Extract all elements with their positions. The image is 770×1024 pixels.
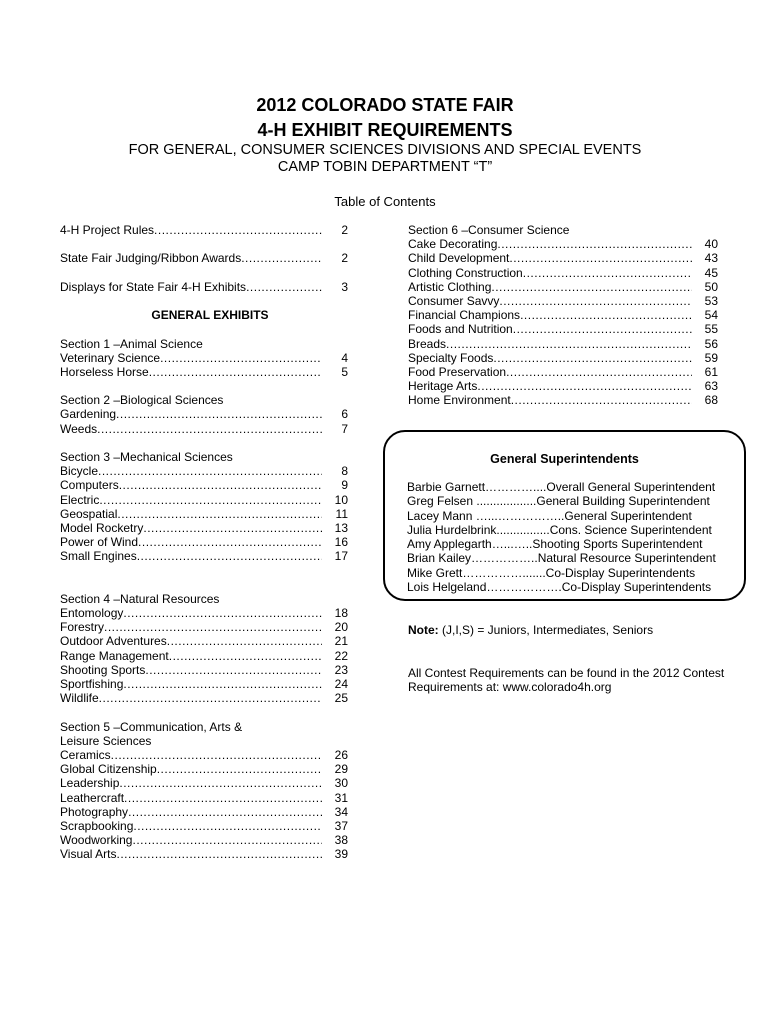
leader-dots <box>123 606 322 620</box>
superintendent-line: Lois Helgeland……………….Co-Display Superintendents <box>407 580 712 595</box>
note-text: (J,I,S) = Juniors, Intermediates, Seniors <box>438 623 654 637</box>
leader-dots <box>116 847 322 861</box>
toc-entry <box>408 308 718 322</box>
toc-entry <box>408 393 718 407</box>
toc-entry-label: Leathercraft <box>60 790 125 805</box>
superintendents-box <box>383 430 746 601</box>
toc-entry-page: 16 <box>334 535 348 550</box>
toc-right-column <box>408 223 718 407</box>
toc-entry <box>408 337 718 351</box>
toc-entry-label: Photography <box>60 804 129 819</box>
toc-entry <box>60 251 348 265</box>
leader-dots <box>491 280 692 294</box>
toc-entry-page: 25 <box>334 691 348 706</box>
toc-entry-page: 54 <box>704 308 718 323</box>
toc-entry-page: 26 <box>334 747 348 762</box>
leader-dots <box>169 649 322 663</box>
toc-entry-page: 31 <box>334 790 348 805</box>
toc-entry <box>408 266 718 280</box>
leader-dots <box>99 691 322 705</box>
toc-entry <box>60 280 348 294</box>
section-title: Section 4 –Natural Resources <box>60 591 220 606</box>
toc-entry <box>60 791 348 805</box>
toc-entry-page: 50 <box>704 279 718 294</box>
toc-entry-label: Specialty Foods <box>408 350 494 365</box>
toc-entry-page: 24 <box>334 677 348 691</box>
toc-entry-label: Food Preservation <box>408 364 507 379</box>
leader-dots <box>520 308 692 322</box>
toc-entry-page: 10 <box>334 492 348 507</box>
leader-dots <box>137 549 322 563</box>
contest-line: Requirements at: www.colorado4h.org <box>408 680 612 695</box>
toc-entry-page: 11 <box>335 506 348 521</box>
toc-entry <box>408 237 718 251</box>
toc-entry <box>60 478 348 492</box>
toc-entry-page: 20 <box>334 620 348 635</box>
toc-entry-label: Global Citizenship <box>60 762 157 777</box>
superintendent-line: Greg Felsen ..................General Building Superintendent <box>407 494 710 509</box>
toc-entry-label: 4-H Project Rules <box>60 223 155 237</box>
leader-dots <box>123 677 322 691</box>
toc-entry-page: 29 <box>334 762 348 777</box>
toc-entry-page: 38 <box>334 833 348 848</box>
toc-entry-label: Cake Decorating <box>408 237 498 252</box>
toc-entry-page: 2 <box>341 223 348 237</box>
toc-entry-page: 40 <box>704 237 718 252</box>
toc-entry-page: 34 <box>334 804 348 819</box>
toc-entry-page: 30 <box>334 776 348 791</box>
toc-entry-label: Power of Wind <box>60 535 139 550</box>
doc-title-line1: 2012 COLORADO STATE FAIR <box>256 95 514 115</box>
toc-title: Table of Contents <box>334 194 436 209</box>
leader-dots <box>116 407 322 421</box>
toc-entry-label: State Fair Judging/Ribbon Awards <box>60 251 242 266</box>
leader-dots <box>128 805 322 819</box>
toc-entry-label: Foods and Nutrition <box>408 322 513 337</box>
toc-entry <box>408 351 718 365</box>
toc-entry <box>60 606 348 620</box>
toc-entry <box>60 351 348 365</box>
toc-entry-page: 8 <box>341 464 348 479</box>
toc-entry-label: Wildlife <box>60 691 99 706</box>
toc-entry <box>60 833 348 847</box>
toc-entry-label: Displays for State Fair 4-H Exhibits <box>60 279 247 294</box>
toc-entry-label: Small Engines <box>60 549 137 564</box>
toc-entry-page: 3 <box>341 279 348 294</box>
superintendent-line: Lacey Mann …...……………..General Superintendent <box>407 508 692 523</box>
toc-entry-page: 7 <box>341 421 348 436</box>
toc-entry <box>408 294 718 308</box>
leader-dots <box>497 237 692 251</box>
leader-dots <box>104 620 322 634</box>
toc-entry-page: 59 <box>704 350 718 365</box>
toc-entry <box>60 805 348 819</box>
leader-dots <box>149 365 322 379</box>
section-title: Section 3 –Mechanical Sciences <box>60 450 233 464</box>
leader-dots <box>477 379 692 393</box>
toc-entry <box>60 223 348 237</box>
leader-dots <box>111 748 322 762</box>
toc-entry <box>60 819 348 833</box>
age-note <box>408 623 653 637</box>
toc-entry-label: Model Rocketry <box>60 520 144 535</box>
toc-entry-page: 37 <box>334 818 348 833</box>
leader-dots <box>167 634 322 648</box>
toc-entry-label: Outdoor Adventures <box>60 634 167 649</box>
toc-entry <box>60 691 348 705</box>
leader-dots <box>446 337 692 351</box>
toc-entry <box>60 776 348 790</box>
superintendent-line: Julia Hurdelbrink................Cons. Science Superintendent <box>407 522 712 537</box>
toc-entry <box>60 422 348 436</box>
leader-dots <box>99 493 322 507</box>
toc-entry-label: Shooting Sports <box>60 662 146 677</box>
toc-entry-label: Bicycle <box>60 464 99 479</box>
toc-entry-label: Sportfishing <box>60 677 124 691</box>
leader-dots <box>143 521 322 535</box>
leader-dots <box>98 464 322 478</box>
toc-entry-page: 39 <box>334 847 348 862</box>
toc-entry <box>60 507 348 521</box>
toc-entry-label: Geospatial <box>60 506 118 521</box>
toc-entry <box>60 464 348 478</box>
toc-entry-page: 13 <box>334 520 348 535</box>
leader-dots <box>157 762 322 776</box>
section-title: Section 5 –Communication, Arts & <box>60 719 243 734</box>
toc-entry-label: Scrapbooking <box>60 818 134 833</box>
superintendent-line: Barbie Garnett…………....Overall General Superintendent <box>407 480 716 494</box>
leader-dots <box>132 833 322 847</box>
toc-entry-label: Ceramics <box>60 747 111 762</box>
leader-dots <box>160 351 322 365</box>
toc-entry-label: Consumer Savvy <box>408 293 500 308</box>
toc-entry-page: 68 <box>704 393 718 408</box>
toc-entry <box>60 549 348 563</box>
leader-dots <box>511 393 692 407</box>
note-label: Note: <box>408 623 439 637</box>
toc-entry-label: Gardening <box>60 407 117 422</box>
toc-entry-label: Forestry <box>60 620 105 635</box>
leader-dots <box>246 280 322 294</box>
leader-dots <box>499 294 692 308</box>
leader-dots <box>513 322 692 336</box>
toc-entry-page: 61 <box>704 364 718 379</box>
leader-dots <box>241 251 322 265</box>
toc-entry-label: Clothing Construction <box>408 265 523 280</box>
toc-entry-label: Woodworking <box>60 833 133 848</box>
toc-entry <box>60 847 348 861</box>
toc-entry-label: Artistic Clothing <box>408 279 492 294</box>
toc-entry <box>60 407 348 421</box>
leader-dots <box>133 819 322 833</box>
toc-entry <box>60 521 348 535</box>
toc-entry <box>408 322 718 336</box>
toc-entry-label: Child Development <box>408 251 510 266</box>
leader-dots <box>523 266 692 280</box>
superintendent-line: Brian Kailey……………..Natural Resource Superintendent <box>407 551 716 566</box>
contest-info <box>408 666 724 694</box>
section-title: Section 1 –Animal Science <box>60 336 203 351</box>
toc-entry-label: Electric <box>60 492 100 507</box>
toc-entry-page: 56 <box>704 336 718 351</box>
toc-entry-label: Weeds <box>60 421 98 436</box>
toc-entry <box>60 620 348 634</box>
leader-dots <box>506 365 692 379</box>
toc-entry-label: Range Management <box>60 648 169 663</box>
toc-entry-page: 18 <box>334 606 348 621</box>
toc-entry <box>60 748 348 762</box>
toc-left-column <box>60 223 348 861</box>
doc-subtitle-line1: FOR GENERAL, CONSUMER SCIENCES DIVISIONS AND SPECIAL EVENTS <box>128 142 642 158</box>
toc-entry <box>408 251 718 265</box>
toc-entry-page: 2 <box>341 251 348 266</box>
toc-entry-page: 21 <box>334 634 348 649</box>
toc-entry-page: 9 <box>341 478 348 493</box>
superintendents-heading: General Superintendents <box>490 452 639 466</box>
leader-dots <box>154 223 322 237</box>
toc-entry-page: 43 <box>704 251 718 266</box>
leader-dots <box>138 535 322 549</box>
toc-entry-page: 53 <box>704 293 718 308</box>
toc-entry-page: 23 <box>334 662 348 677</box>
leader-dots <box>119 478 322 492</box>
leader-dots <box>124 791 322 805</box>
toc-entry-label: Veterinary Science <box>60 350 161 365</box>
general-exhibits-heading: GENERAL EXHIBITS <box>151 308 269 323</box>
toc-entry-label: Heritage Arts <box>408 379 478 394</box>
toc-entry <box>60 493 348 507</box>
superintendent-line: Amy Applegarth…...…..Shooting Sports Superintendent <box>407 537 703 552</box>
toc-entry-page: 45 <box>704 265 718 280</box>
toc-entry <box>60 762 348 776</box>
toc-entry-label: Leadership <box>60 776 120 791</box>
toc-entry-page: 55 <box>704 322 718 337</box>
toc-entry <box>408 365 718 379</box>
toc-entry-label: Breads <box>408 336 447 351</box>
toc-entry-page: 63 <box>704 379 718 394</box>
section-title: Section 2 –Biological Sciences <box>60 393 224 408</box>
section-title: Section 6 –Consumer Science <box>408 223 570 237</box>
toc-entry-page: 17 <box>334 549 348 564</box>
toc-entry-label: Visual Arts <box>60 847 117 862</box>
section-title: Leisure Sciences <box>60 733 152 748</box>
superintendents-list <box>407 480 716 594</box>
contest-line: All Contest Requirements can be found in the 2012 Contest <box>408 666 725 680</box>
toc-entry <box>60 365 348 379</box>
doc-subtitle-line2: CAMP TOBIN DEPARTMENT “T” <box>277 159 493 175</box>
leader-dots <box>119 776 322 790</box>
toc-entry <box>408 280 718 294</box>
toc-entry <box>60 677 348 691</box>
toc-entry <box>60 634 348 648</box>
toc-entry-page: 6 <box>341 407 348 422</box>
toc-entry <box>408 379 718 393</box>
toc-entry-label: Entomology <box>60 606 124 621</box>
toc-entry <box>60 649 348 663</box>
leader-dots <box>117 507 322 521</box>
leader-dots <box>509 251 692 265</box>
toc-entry-page: 5 <box>341 364 348 379</box>
toc-entry <box>60 663 348 677</box>
toc-entry-label: Financial Champions <box>408 308 521 323</box>
leader-dots <box>97 422 322 436</box>
doc-title-line2: 4-H EXHIBIT REQUIREMENTS <box>257 120 513 140</box>
toc-entry-page: 4 <box>341 350 348 365</box>
toc-entry <box>60 535 348 549</box>
toc-entry-label: Horseless Horse <box>60 364 149 379</box>
toc-entry-label: Computers <box>60 478 119 493</box>
leader-dots <box>145 663 322 677</box>
leader-dots <box>493 351 692 365</box>
toc-entry-label: Home Environment <box>408 393 511 408</box>
toc-entry-page: 22 <box>334 648 348 663</box>
superintendent-line: Mike Grett…………….......Co-Display Superintendents <box>407 565 696 580</box>
